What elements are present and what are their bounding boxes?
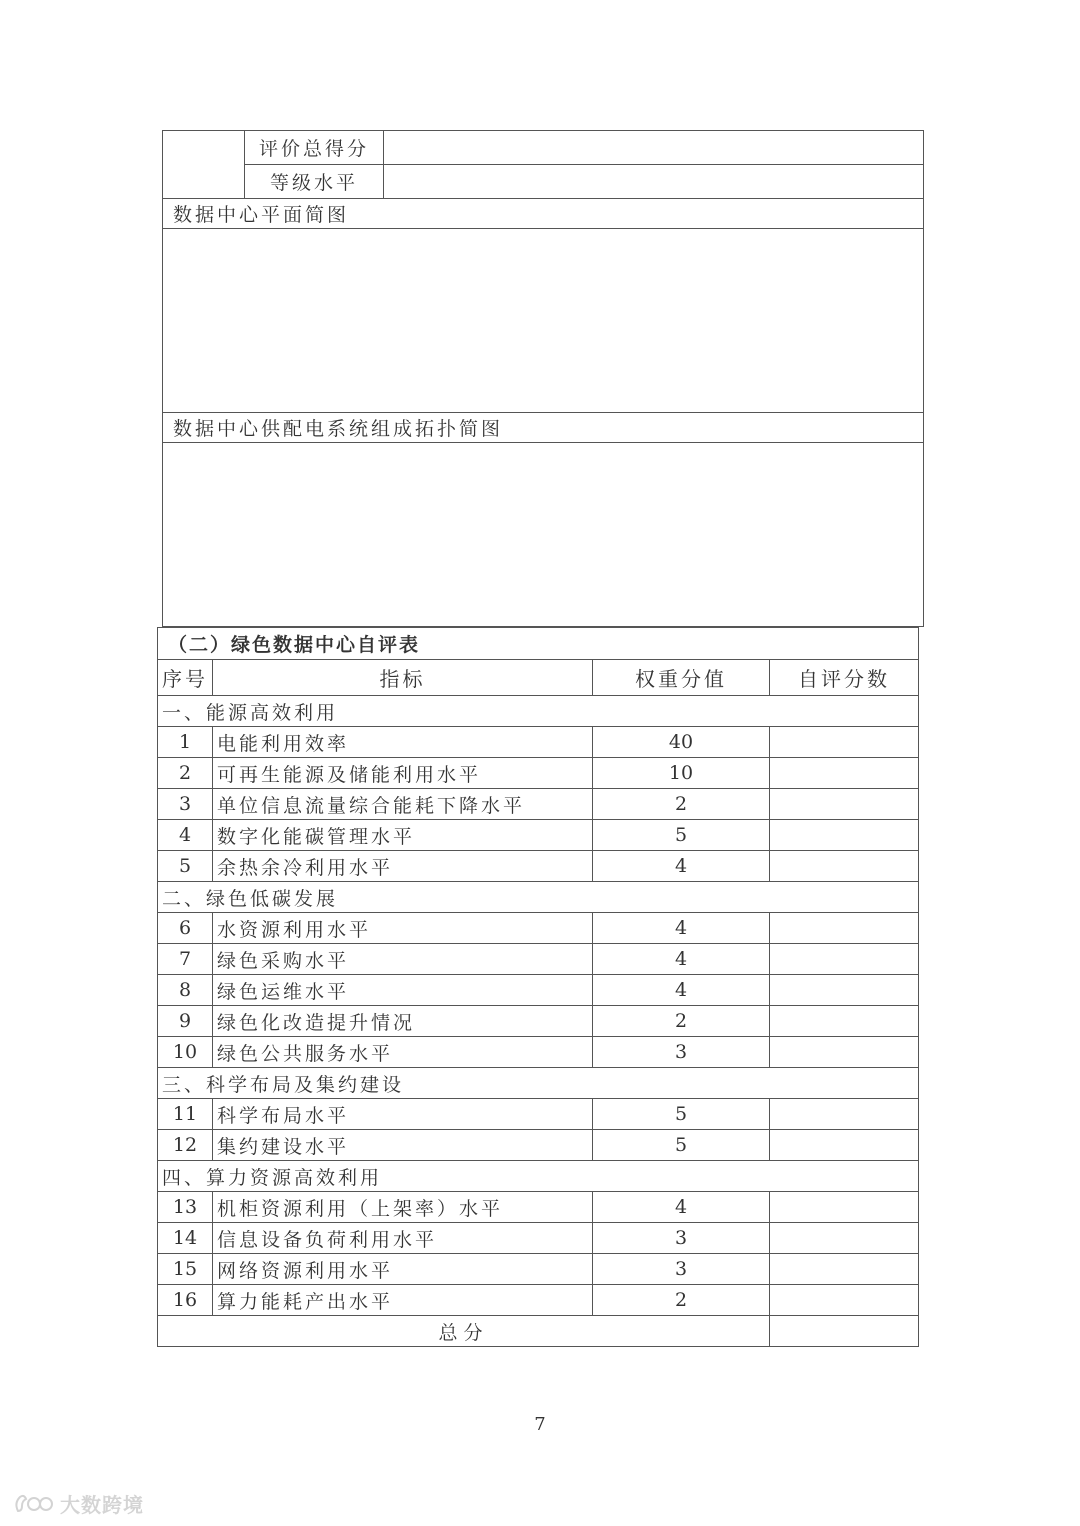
self-score-cell[interactable] [770, 1192, 919, 1223]
weight-score: 3 [593, 1254, 770, 1285]
section-header: 四、算力资源高效利用 [158, 1161, 919, 1192]
row-number: 2 [158, 758, 213, 789]
indicator-name: 数字化能碳管理水平 [213, 820, 593, 851]
weight-score: 3 [593, 1037, 770, 1068]
indicator-name: 绿色化改造提升情况 [213, 1006, 593, 1037]
indicator-name: 水资源利用水平 [213, 913, 593, 944]
row-number: 3 [158, 789, 213, 820]
weight-score: 40 [593, 727, 770, 758]
row-number: 7 [158, 944, 213, 975]
row-number: 4 [158, 820, 213, 851]
table-row [158, 1254, 919, 1285]
table-row [158, 820, 919, 851]
indicator-name: 绿色运维水平 [213, 975, 593, 1006]
self-score-cell[interactable] [770, 1285, 919, 1316]
row-number: 5 [158, 851, 213, 882]
table-row [158, 758, 919, 789]
section-header: 二、绿色低碳发展 [158, 882, 919, 913]
table-row [158, 1006, 919, 1037]
self-score-cell[interactable] [770, 758, 919, 789]
self-score-cell[interactable] [770, 789, 919, 820]
row-number: 14 [158, 1223, 213, 1254]
table-row [158, 851, 919, 882]
weight-score: 2 [593, 1006, 770, 1037]
table-row [158, 1037, 919, 1068]
weight-score: 4 [593, 975, 770, 1006]
row-number: 12 [158, 1130, 213, 1161]
weight-score: 5 [593, 1099, 770, 1130]
row-number: 10 [158, 1037, 213, 1068]
self-score-cell[interactable] [770, 820, 919, 851]
table-row [158, 727, 919, 758]
weight-score: 10 [593, 758, 770, 789]
indicator-name: 绿色公共服务水平 [213, 1037, 593, 1068]
weight-score: 2 [593, 789, 770, 820]
grade-value[interactable] [384, 165, 924, 199]
self-score-cell[interactable] [770, 851, 919, 882]
self-score-cell[interactable] [770, 913, 919, 944]
row-number: 6 [158, 913, 213, 944]
power-topology-label: 数据中心供配电系统组成拓扑简图 [163, 413, 924, 443]
self-score-cell[interactable] [770, 975, 919, 1006]
self-score-cell[interactable] [770, 1099, 919, 1130]
table-row [158, 913, 919, 944]
power-topology-area[interactable] [163, 443, 924, 627]
table-row [158, 1130, 919, 1161]
indicator-name: 可再生能源及储能利用水平 [213, 758, 593, 789]
weight-score: 4 [593, 1192, 770, 1223]
self-score-cell[interactable] [770, 944, 919, 975]
row-number: 8 [158, 975, 213, 1006]
indicator-name: 机柜资源利用（上架率）水平 [213, 1192, 593, 1223]
total-score-value[interactable] [384, 131, 924, 165]
weight-score: 3 [593, 1223, 770, 1254]
header-self-score: 自评分数 [770, 660, 919, 696]
header-weight: 权重分值 [593, 660, 770, 696]
weight-score: 5 [593, 1130, 770, 1161]
table-title: （二）绿色数据中心自评表 [158, 628, 919, 660]
weight-score: 2 [593, 1285, 770, 1316]
row-number: 16 [158, 1285, 213, 1316]
floor-plan-area[interactable] [163, 229, 924, 413]
row-number: 1 [158, 727, 213, 758]
row-number: 15 [158, 1254, 213, 1285]
weight-score: 4 [593, 913, 770, 944]
table-row [158, 789, 919, 820]
self-score-cell[interactable] [770, 1254, 919, 1285]
self-score-cell[interactable] [770, 1037, 919, 1068]
indicator-name: 算力能耗产出水平 [213, 1285, 593, 1316]
row-number: 11 [158, 1099, 213, 1130]
total-score-cell[interactable] [770, 1316, 919, 1347]
total-score-label: 评价总得分 [245, 131, 384, 165]
indicator-name: 余热余冷利用水平 [213, 851, 593, 882]
indicator-name: 单位信息流量综合能耗下降水平 [213, 789, 593, 820]
indicator-name: 集约建设水平 [213, 1130, 593, 1161]
page-number: 7 [534, 1414, 546, 1435]
self-evaluation-table [157, 627, 919, 1347]
total-label: 总分 [158, 1316, 770, 1347]
self-score-cell[interactable] [770, 1006, 919, 1037]
evaluation-summary-table [162, 130, 924, 627]
table-row [158, 1099, 919, 1130]
table-row [158, 944, 919, 975]
floor-plan-label: 数据中心平面简图 [163, 199, 924, 229]
indicator-name: 电能利用效率 [213, 727, 593, 758]
header-no: 序号 [158, 660, 213, 696]
watermark [12, 1489, 144, 1518]
grade-label: 等级水平 [245, 165, 384, 199]
row-number: 9 [158, 1006, 213, 1037]
section-header: 一、能源高效利用 [158, 696, 919, 727]
weight-score: 4 [593, 851, 770, 882]
weight-score: 5 [593, 820, 770, 851]
weight-score: 4 [593, 944, 770, 975]
header-indicator: 指标 [213, 660, 593, 696]
watermark-logo-icon [12, 1491, 56, 1517]
indicator-name: 信息设备负荷利用水平 [213, 1223, 593, 1254]
self-score-cell[interactable] [770, 1223, 919, 1254]
self-score-cell[interactable] [770, 727, 919, 758]
watermark-text: 大数跨境 [60, 1493, 144, 1517]
self-score-cell[interactable] [770, 1130, 919, 1161]
section-header: 三、科学布局及集约建设 [158, 1068, 919, 1099]
table-row [158, 1285, 919, 1316]
indicator-name: 科学布局水平 [213, 1099, 593, 1130]
row-number: 13 [158, 1192, 213, 1223]
table-row [158, 1192, 919, 1223]
table-row [158, 975, 919, 1006]
table-row [158, 1223, 919, 1254]
blank-cell [163, 131, 245, 199]
indicator-name: 网络资源利用水平 [213, 1254, 593, 1285]
indicator-name: 绿色采购水平 [213, 944, 593, 975]
